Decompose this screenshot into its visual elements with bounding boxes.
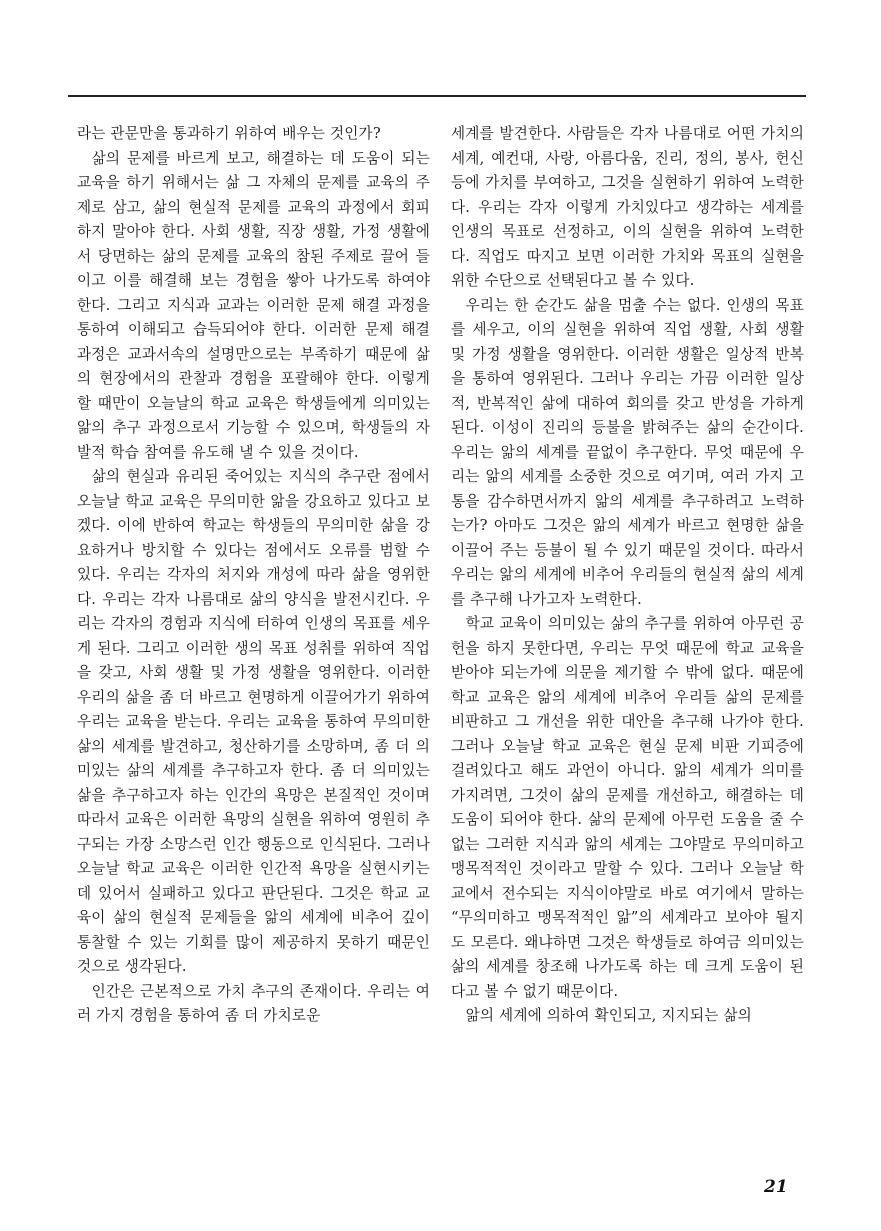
paragraph: 세계를 발견한다. 사람들은 각자 나름대로 어떤 가치의 세계, 예컨대, 사랑, 아름다움, 진리, 정의, 봉사, 헌신 등에 가치를 부여하고, 그것을 실현하기 위하여 노력한다. 우리는 각자 이렇게 가치있다고 생각하는 세계를 인생의 목표로 선정하고, 이의 실현을 위하여 노력한다. 직업도 따지고 보면 이러한 가치와 목표의 실현을 위한 수단으로 선택된다고 볼 수 있다. xyxy=(451,125,804,289)
paragraph: 삶의 문제를 바르게 보고, 해결하는 데 도움이 되는 교육을 하기 위해서는 삶 그 자체의 문제를 교육의 주제로 삼고, 삶의 현실적 문제를 교육의 과정에서 회피하지 말아야 한다. 사회 생활, 직장 생활, 가정 생활에서 당면하는 삶의 문제를 교육의 참된 주제로 끌어 들이고 이를 해결해 보는 경험을 쌓아 나가도록 하여야 한다. 그리고 지식과 교과는 이러한 문제 해결 과정을 통하여 이해되고 습득되어야 한다. 이러한 문제 해결 과정은 교과서속의 설명만으로는 부족하기 때문에 삶의 현장에서의 관찰과 경험을 포괄해야 한다. 이렇게 할 때만이 오늘날의 학교 교육은 학생들에게 의미있는 앎의 추구 과정으로서 기능할 수 있으며, 학생들의 자발적 학습 참여를 유도해 낼 수 있을 것이다. xyxy=(77,149,430,461)
paragraph: 라는 관문만을 통과하기 위하여 배우는 것인가? xyxy=(77,125,381,142)
header-rule xyxy=(68,95,806,97)
paragraph: 인간은 근본적으로 가치 추구의 존재이다. 우리는 여러 가지 경험을 통하여 좀 더 가치로운 xyxy=(77,982,430,1024)
paragraph: 우리는 한 순간도 삶을 멈출 수는 없다. 인생의 목표를 세우고, 이의 실현을 위하여 직업 생활, 사회 생활 및 가정 생활을 영위한다. 이러한 생활은 일상적 반복을 통하여 영위된다. 그러나 우리는 가끔 이러한 일상적, 반복적인 삶에 대하여 회의를 갖고 반성을 가하게 된다. 이성이 진리의 등불을 밝혀주는 삶의 순간이다. 우리는 앎의 세계를 끝없이 추구한다. 무엇 때문에 우리는 앎의 세계를 소중한 것으로 여기며, 여러 가지 고통을 감수하면서까지 앎의 세계를 추구하려고 노력하는가? 아마도 그것은 앎의 세계가 바르고 현명한 삶을 이끌어 주는 등불이 될 수 있기 때문일 것이다. 따라서 우리는 앎의 세계에 비추어 우리들의 현실적 삶의 세계를 추구해 나가고자 노력한다. xyxy=(451,296,804,608)
page-number: 21 xyxy=(764,1177,788,1197)
paragraph: 앎의 세계에 의하여 확인되고, 지지되는 삶의 xyxy=(465,1007,752,1024)
paragraph: 학교 교육이 의미있는 삶의 추구를 위하여 아무런 공헌을 하지 못한다면, 우리는 무엇 때문에 학교 교육을 받아야 되는가에 의문을 제기할 수 밖에 없다. 때문에 학교 교육은 앎의 세계에 비추어 우리들 삶의 문제를 비판하고 그 개선을 위한 대안을 추구해 나가야 한다. 그러나 오늘날 학교 교육은 현실 문제 비판 기피증에 걸려있다고 해도 과언이 아니다. 앎의 세계가 의미를 가지려면, 그것이 삶의 문제를 개선하고, 해결하는 데 도움이 되어야 한다. 삶의 문제에 아무런 도움을 줄 수 없는 그러한 지식과 앎의 세계는 그야말로 무의미하고 맹목적적인 것이라고 말할 수 있다. 그러나 오늘날 학교에서 전수되는 지식이야말로 바로 여기에서 말하는 “무의미하고 맹목적적인 앎”의 세계라고 보아야 될지도 모른다. 왜냐하면 그것은 학생들로 하여금 의미있는 삶의 세계를 창조해 나가도록 하는 데 크게 도움이 된다고 볼 수 없기 때문이다. xyxy=(451,615,804,1000)
paragraph: 삶의 현실과 유리된 죽어있는 지식의 추구란 점에서 오늘날 학교 교육은 무의미한 앎을 강요하고 있다고 보겠다. 이에 반하여 학교는 학생들의 무의미한 삶을 강요하거나 방치할 수 있다는 점에서도 오류를 범할 수 있다. 우리는 각자의 처지와 개성에 따라 삶을 영위한다. 우리는 각자 나름대로 삶의 양식을 발전시킨다. 우리는 각자의 경험과 지식에 터하여 인생의 목표를 세우게 된다. 그리고 이러한 생의 목표 성취를 위하여 직업을 갖고, 사회 생활 및 가정 생활을 영위한다. 이러한 우리의 삶을 좀 더 바르고 현명하게 이끌어가기 위하여 우리는 교육을 받는다. 우리는 교육을 통하여 무의미한 삶의 세계를 발견하고, 청산하기를 소망하며, 좀 더 의미있는 삶의 세계를 추구하고자 한다. 좀 더 의미있는 삶을 추구하고자 하는 인간의 욕망은 본질적인 것이며 따라서 교육은 이러한 욕망의 실현을 위하여 영원히 추구되는 가장 소망스런 인간 행동으로 인식된다. 그러나 오늘날 학교 교육은 이러한 인간적 욕망을 실현시키는 데 있어서 실패하고 있다고 판단된다. 그것은 학교 교육이 삶의 현실적 문제들을 앎의 세계에 비추어 깊이 통찰할 수 있는 기회를 많이 제공하지 못하기 때문인 것으로 생각된다. xyxy=(77,468,430,975)
left-column xyxy=(77,122,430,1029)
right-column xyxy=(451,122,804,1029)
